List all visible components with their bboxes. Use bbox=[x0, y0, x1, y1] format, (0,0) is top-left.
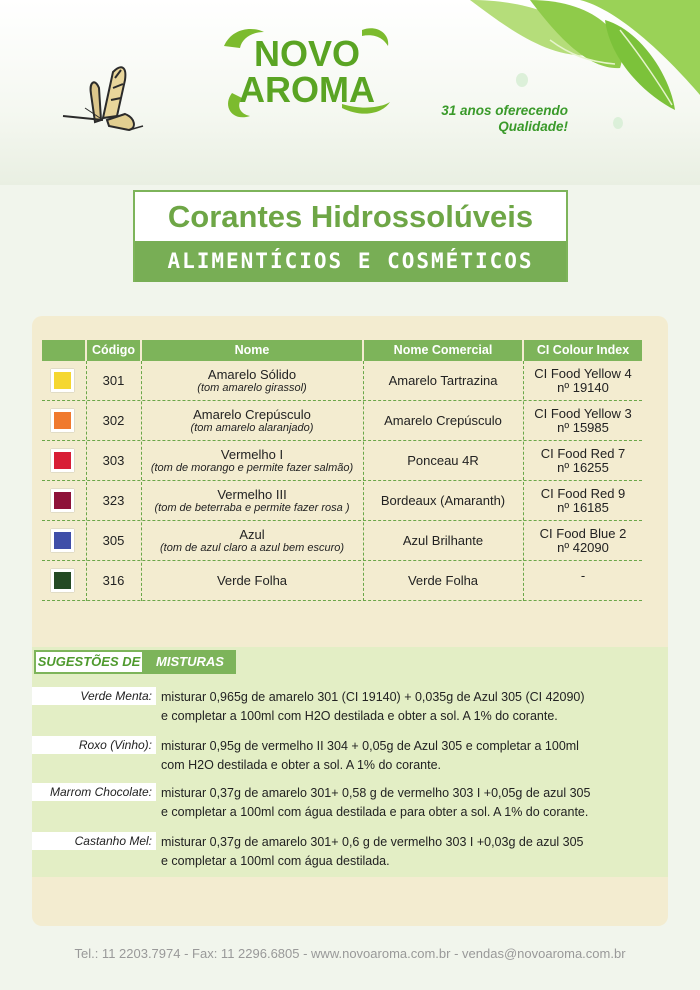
title-box bbox=[133, 190, 568, 282]
cell-ci-index bbox=[524, 561, 642, 601]
mix-label: Castanho Mel: bbox=[32, 832, 156, 850]
th-code: Código bbox=[87, 340, 140, 361]
cell-name bbox=[142, 481, 362, 521]
color-note: (tom de azul claro a azul bem escuro) bbox=[159, 541, 345, 554]
cell-name bbox=[142, 561, 362, 601]
color-note: (tom amarelo girassol) bbox=[197, 381, 307, 394]
color-note: (tom de morango e permite fazer salmão) bbox=[150, 461, 354, 474]
logo-swirl-icon bbox=[212, 18, 402, 128]
mix-line1: misturar 0,95g de vermelho II 304 + 0,05g de Azul 305 e completar a 100ml bbox=[161, 739, 579, 753]
color-swatch bbox=[51, 529, 74, 552]
table-row bbox=[42, 401, 642, 441]
cell-name bbox=[142, 401, 362, 441]
cell-code: 316 bbox=[102, 573, 125, 588]
color-swatch bbox=[51, 369, 74, 392]
butterfly-illustration bbox=[55, 58, 150, 138]
cell-commercial: Amarelo Crepúsculo bbox=[384, 413, 502, 428]
cell-code: 301 bbox=[102, 373, 125, 388]
th-name: Nome bbox=[142, 340, 362, 361]
color-name: Vermelho I bbox=[220, 446, 284, 462]
th-ci-index: CI Colour Index bbox=[524, 340, 642, 361]
cell-code: 303 bbox=[102, 453, 125, 468]
tagline-line2: Qualidade! bbox=[498, 119, 568, 134]
cell-ci-index bbox=[524, 361, 642, 401]
cell-code: 302 bbox=[102, 413, 125, 428]
cell-ci-index bbox=[524, 521, 642, 561]
mix-label: Marrom Chocolate: bbox=[32, 783, 156, 801]
cell-commercial: Bordeaux (Amaranth) bbox=[380, 493, 506, 508]
ci-line1: CI Food Yellow 4 bbox=[534, 366, 632, 381]
mix-text bbox=[161, 833, 641, 871]
color-swatch bbox=[51, 489, 74, 512]
color-name: Verde Folha bbox=[216, 573, 288, 588]
table-row bbox=[42, 481, 642, 521]
cell-name bbox=[142, 361, 362, 401]
color-name: Azul bbox=[239, 526, 265, 542]
cell-ci-index bbox=[524, 401, 642, 441]
ci-line2: nº 19140 bbox=[557, 380, 609, 395]
contact-footer: Tel.: 11 2203.7974 - Fax: 11 2296.6805 - www.novoaroma.com.br - vendas@novoaroma.com.br bbox=[74, 946, 626, 961]
ci-line1: CI Food Blue 2 bbox=[539, 526, 627, 541]
ci-line2: nº 16255 bbox=[557, 460, 609, 475]
suggestions-title-part1: SUGESTÕES DE bbox=[34, 650, 144, 674]
mix-line1: misturar 0,37g de amarelo 301+ 0,6 g de vermelho 303 I +0,03g de azul 305 bbox=[161, 835, 584, 849]
suggestions-title-part2: MISTURAS bbox=[144, 650, 236, 674]
mix-line1: misturar 0,965g de amarelo 301 (CI 19140) + 0,035g de Azul 305 (CI 42090) bbox=[161, 690, 585, 704]
cell-code: 305 bbox=[102, 533, 125, 548]
mix-label: Roxo (Vinho): bbox=[32, 736, 156, 754]
cell-name bbox=[142, 521, 362, 561]
novo-aroma-logo bbox=[212, 18, 402, 128]
logo-text-aroma: AROMA bbox=[239, 69, 375, 110]
th-swatch bbox=[42, 340, 85, 361]
cell-name bbox=[142, 441, 362, 481]
ci-line1: CI Food Red 9 bbox=[540, 486, 626, 501]
logo-text-novo: NOVO bbox=[253, 33, 361, 74]
color-note: (tom de beterraba e permite fazer rosa ) bbox=[154, 501, 350, 514]
cell-code: 323 bbox=[102, 493, 125, 508]
th-commercial: Nome Comercial bbox=[364, 340, 522, 361]
mix-text bbox=[161, 784, 641, 822]
table-row bbox=[42, 361, 642, 401]
mix-line2: e completar a 100ml com água destilada. bbox=[161, 854, 390, 868]
ci-line2: nº 15985 bbox=[557, 420, 609, 435]
table-row bbox=[42, 561, 642, 601]
mix-text bbox=[161, 737, 641, 775]
ci-line2: nº 42090 bbox=[557, 540, 609, 555]
cell-ci-index bbox=[524, 481, 642, 521]
mix-line2: e completar a 100ml com água destilada e para obter a sol. A 1% do corante. bbox=[161, 805, 589, 819]
ci-line1: CI Food Red 7 bbox=[540, 446, 626, 461]
page-title: Corantes Hidrossolúveis bbox=[167, 199, 534, 234]
cell-commercial: Verde Folha bbox=[407, 573, 479, 588]
mix-label: Verde Menta: bbox=[32, 687, 156, 705]
table-header bbox=[42, 340, 642, 361]
mix-line1: misturar 0,37g de amarelo 301+ 0,58 g de vermelho 303 I +0,05g de azul 305 bbox=[161, 786, 591, 800]
page-subtitle: ALIMENTÍCIOS E COSMÉTICOS bbox=[135, 241, 566, 282]
color-name: Amarelo Crepúsculo bbox=[193, 406, 311, 422]
cell-commercial: Azul Brilhante bbox=[402, 533, 484, 548]
ci-line2: nº 16185 bbox=[557, 500, 609, 515]
tagline bbox=[400, 103, 568, 135]
color-name: Vermelho III bbox=[217, 486, 287, 502]
mix-line2: e completar a 100ml com H2O destilada e obter a sol. A 1% do corante. bbox=[161, 709, 558, 723]
color-swatch bbox=[51, 449, 74, 472]
table-row bbox=[42, 521, 642, 561]
mix-text bbox=[161, 688, 641, 726]
tagline-line1: 31 anos oferecendo bbox=[441, 103, 568, 118]
table-row bbox=[42, 441, 642, 481]
cell-commercial: Ponceau 4R bbox=[407, 453, 479, 468]
color-swatch bbox=[51, 569, 74, 592]
ci-line1: - bbox=[580, 568, 586, 583]
ci-line1: CI Food Yellow 3 bbox=[534, 406, 632, 421]
mix-line2: com H2O destilada e obter a sol. A 1% do corante. bbox=[161, 758, 442, 772]
color-swatch bbox=[51, 409, 74, 432]
cell-ci-index bbox=[524, 441, 642, 481]
cell-commercial: Amarelo Tartrazina bbox=[388, 373, 498, 388]
color-note: (tom amarelo alaranjado) bbox=[190, 421, 314, 434]
color-name: Amarelo Sólido bbox=[207, 366, 297, 382]
